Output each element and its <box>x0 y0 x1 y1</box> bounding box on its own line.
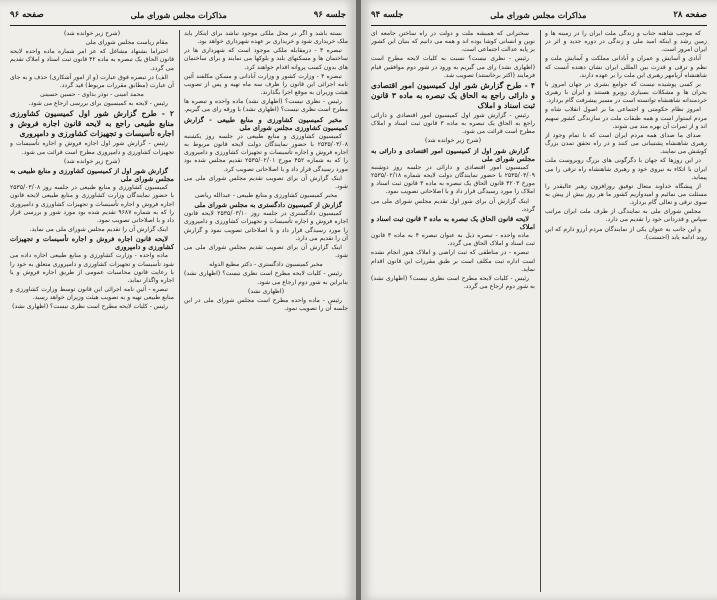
paragraph: مخبر کمیسیون دادگستری - دکتر مطیع الدوله <box>209 261 323 269</box>
left-page-session: جلسه ۹۶ <box>313 10 346 20</box>
paragraph: اینک گزارش آن برای تصویب تقدیم مجلس شورای ملی می شود. <box>184 243 348 260</box>
paragraph: ماده واحده - تبصره ذیل به عنوان تبصره ۴ به ماده ۳ قانون ثبت اسناد و املاک الحاق می گردد. <box>371 232 535 248</box>
paragraph: الف) در تبصره فوق عبارت (و از امور آشکاری) حذف و به جای آن عبارت (مطابق مقررات مربوط) قید گردد. <box>10 73 174 89</box>
right-page-title: مذاکرات مجلس شورای ملی <box>490 10 587 20</box>
paragraph: و این جانب به عنوان یکی از نمایندگان مردم آرزو دارم که این روند ادامه یابد (احسنت). <box>545 225 707 241</box>
paragraph: رئیس - کلیات لایحه مطرح است نظری نیست؟ (اظهاری نشد) بنابراین به شور دوم ارجاع می شود. <box>184 270 348 286</box>
right-page <box>361 0 717 600</box>
right-header-rule <box>371 25 707 26</box>
paragraph: مقام ریاست مجلس شورای ملی <box>85 39 168 47</box>
paragraph: صدای ما صدای همه مردم ایران است که با تمام وجود از رهبری شاهنشاه پشتیبانی می کنند و در راه تحقق تمدن بزرگ کوشش می نمایند. <box>545 131 707 156</box>
left-page-header <box>10 6 346 24</box>
paragraph: رئیس - لایحه به کمیسیون برای بررسی ارجاع می شود. <box>28 100 168 108</box>
left-header-rule <box>10 25 346 26</box>
paragraph: اینک گزارش آن برای تصویب تقدیم مجلس شورای ملی می شود. <box>184 174 348 190</box>
paragraph: تبصره ۴ - وزارت کشور و وزارت آبادانی و مسکن مکلفند آئین نامه اجرائی این قانون را ظرف سه ماه تهیه و پس از تصویب هیئت وزیران به موقع اجرا بگذارند. <box>184 72 348 97</box>
paragraph: لایحه قانون اجاره فروش و اجاره تأسیسات و تجهیزات کشاورزی و دامپروری <box>10 235 174 252</box>
paragraph: از پیشگاه خداوند متعال توفیق روزافزون رهبر عالیقدر را مسئلت می نمائیم و امیدواریم کشور ما هر روز بیش از پیش به سوی ترقی و تعالی گام بردارد. <box>545 182 707 207</box>
paragraph: سخنرانی که همیشه ملت و دولت در راه ساختن جامعه ای نوین و انسانی کوشا بوده اند و همه می دانیم که بنیان این کشور بر پایه عدالت اجتماعی است. <box>371 30 535 54</box>
paragraph: تبصره - در مناطقی که ثبت اراضی و املاک هنوز انجام نشده است اداره ثبت مکلف است بر طبق مقررات این قانون اقدام نماید. <box>371 249 535 273</box>
paragraph: اینک گزارش آن برای شور اول تقدیم مجلس شورای ملی می گردد. <box>371 197 535 213</box>
right-page-number: صفحه ۲۸ <box>673 10 707 20</box>
paragraph: (شرح زیر خوانده شد) <box>425 137 481 145</box>
left-page-column-right <box>184 30 348 594</box>
paragraph: گزارش شور اول از کمیسیون امور اقتصادی و دارائی به مجلس شورای ملی <box>371 146 535 163</box>
paragraph: رئیس - کلیات لایحه مطرح است نظری نیست؟ (اظهاری نشد) به شور دوم ارجاع می گردد. <box>371 274 535 291</box>
paragraph: ماده واحده - وزارت کشاورزی و منابع طبیعی اجازه داده می شود تأسیسات و تجهیزات کشاورزی و دامپروری متعلق به خود را با رعایت قانون محاسبات عمومی از طریق اجاره فروش و یا اجاره واگذار نماید. <box>10 252 174 284</box>
paragraph: (شرح زیر خوانده شد) <box>64 30 120 37</box>
paragraph: مخبر کمیسیون کشاورزی و منابع طبیعی - عبدالله ریاضی <box>194 191 338 199</box>
paragraph: کمیسیون امور اقتصادی و دارائی در جلسه روز دوشنبه ۲۵۳۵/۰۳/۰۹ با حضور نمایندگان دولت لایحه شماره ۲۵۳۵/۰۲/۱۸ مورخ ۴۲۰۳ قانون الحاق یک تبصره به ماده ۳ قانون ثبت اسناد و املاک را مورد رسیدگی قرار داد و با اصلاحاتی تصویب نمود. <box>371 163 535 196</box>
paragraph: محمد امینی - نوذر بداوی - حسین حسینی <box>40 91 144 99</box>
left-column-divider <box>179 30 180 592</box>
section-heading: ۲ - طرح گزارش شور اول کمیسیون کشاورزی منابع طبیعی راجع به لایحه قانون اجاره فروش و اجاره تأسیسات و تجهیزات کشاورزی و دامپروری <box>10 109 174 139</box>
paragraph: در این روزها که جهان با دگرگونی های بزرگ روبروست ملت ایران با اتکاء به نیروی خود و رهبری شاهنشاه راه ترقی را می پیماید. <box>545 157 707 181</box>
paragraph: مجلس شورای ملی به نمایندگی از طرف ملت ایران مراتب سپاس و قدردانی خود را تقدیم می دارد. <box>545 208 707 224</box>
paragraph: بسته باشد و اگر در محل ملکی موجود نباشد برای اینکار باید ملک خریداری شود و خریداری بر عهده شهرداری خواهد بود. <box>184 30 348 46</box>
paragraph: آبادی و آسایش و عمران و آبادانی مملکت و آسایش ملت و نظم و ترقی و قدرت بین المللی ایران نشان دهنده آنست که شاهنشاه آریامهر رهبری این ملت را بر عهده دارند. <box>545 55 707 79</box>
right-column-divider <box>540 30 541 592</box>
right-page-column-right <box>545 30 707 594</box>
paragraph: رئیس - گزارش شور اول اجازه فروش و اجاره تأسیسات و تجهیزات کشاورزی و دامپروری مطرح است قرائت می شود. <box>10 140 174 156</box>
paragraph: رئیس - کلیات لایحه مطرح است نظری نیست؟ (اظهاری نشد) <box>12 303 168 311</box>
paragraph: کمیسیون دادگستری در جلسه روز ۲۵۳۵/۰۳/۱۰ لایحه قانون اجاره فروش و اجاره تأسیسات و تجهیزات کشاورزی و دامپروری را مورد رسیدگی قرار داد و با اصلاحاتی تصویب نمود و گزارش آن را تقدیم می دارد. <box>184 210 348 242</box>
paragraph: احتراما بشنهاد مشاغل که عز امر شماره ماده واحده لایحه قانون الحاق یک تبصره به ماده ۴۲ قانون ثبت اسناد و املاک تقدیم می گردد. <box>10 48 174 72</box>
paragraph: کمیسیون کشاورزی و منابع طبیعی در جلسه روز یکشنبه ۲۵۳۵/۰۳/۰۸ با حضور نمایندگان دولت لایحه قانون مربوط به اجاره فروش و اجاره تأسیسات و تجهیزات کشاورزی و دامپروری را که به شماره ۴۵۲ مورخ ۲۵۳۵/۰۲/۰۱ تقدیم مجلس شده بود مورد رسیدگی قرار داد و با اصلاحاتی تصویب کرد. <box>184 132 348 173</box>
section-heading: ۴ - طرح گزارش شور اول کمیسیون امور اقتصادی و دارائی راجع به الحاق یک تبصره به ماده ۳ قانون ثبت اسناد و املاک <box>371 80 535 110</box>
paragraph: رئیس - نظری نیست؟ (اظهاری نشد) ماده واحده و تبصره ها مطرح است نظری نیست؟ (اظهاری نشد) با ورقه رای می گیریم. <box>184 98 348 114</box>
paragraph: که موجب شاهنه جناب و زندگی ملت ایران را در زمینه ها و زمین رشد و اینکه امید ملی و زندگی در دوره جدید و اثر در ایران امروز است. <box>545 30 707 54</box>
right-page-header <box>371 6 707 24</box>
left-page-column-left <box>10 30 174 594</box>
paragraph: کمیسیون کشاورزی و منابع طبیعی در جلسه روز ۲۵۳۵/۰۳/۰۸ با حضور نمایندگان وزارت کشاورزی و منابع طبیعی لایحه قانون اجاره فروش و اجاره تأسیسات و تجهیزات کشاورزی و دامپروری را که به شماره ۹۶۸۷ تقدیم شده بود مورد شور و بررسی قرار داد و با اصلاحاتی تصویب نمود. <box>10 184 174 224</box>
right-page-column-left <box>371 30 535 594</box>
paragraph: (شرح زیر خوانده شد) <box>64 157 120 165</box>
paragraph: تبصره ۳ - درمقابله ملکی موجود است که شهرداری ها در ساختمان ها و مسکنهای بلند و بلوکها می نمایند و برای ساختمان های بدون کسب پروانه اقدام خواهند کرد. <box>184 47 348 71</box>
paragraph: گزارش از کمیسیون دادگستری به مجلس شورای ملی <box>194 201 342 210</box>
paragraph: تبصره - آئین نامه اجرائی این قانون توسط وزارت کشاورزی و منابع طبیعی تهیه و به تصویب هیئت وزیران خواهد رسید. <box>10 286 174 302</box>
paragraph: رئیس - ماده واحده مطرح است مجلس شورای ملی در این جلسه آن را تصویب نمود. <box>184 296 348 312</box>
paragraph: رئیس - نظری نیست؟ نسبت به کلیات لایحه مطرح است (اظهاری نشد) رای می گیریم به ورود در شور دوم موافقین قیام فرمایند (اکثر برخاستند) تصویب شد. <box>371 55 535 79</box>
left-page-number: صفحه ۹۶ <box>10 10 44 20</box>
paragraph: اینک گزارش آن را تقدیم مجلس شورای ملی می نماید. <box>29 225 168 233</box>
left-page-title: مذاکرات مجلس شورای ملی <box>130 10 227 20</box>
paragraph: رئیس - گزارش شور اول کمیسیون امور اقتصادی و دارائی راجع به الحاق یک تبصره به ماده ۳ قانون ثبت اسناد و املاک مطرح است قرائت می شود. <box>371 111 535 136</box>
paragraph: گزارش شور اول از کمیسیون کشاورزی و منابع طبیعی به مجلس شورای ملی <box>10 166 174 184</box>
paragraph: (اظهاری نشد) <box>248 287 284 295</box>
left-page <box>0 0 356 600</box>
paragraph: مخبر کمیسیون کشاورزی و منابع طبیعی - گزارش کمیسیون کشاورزی مجلس شورای ملی <box>184 115 348 132</box>
right-page-session: جلسه ۹۴ <box>371 10 404 20</box>
paragraph: امروز نظام حکومتی و اجتماعی ما بر اصول انقلاب شاه و مردم استوار است و همه طبقات ملت در سازندگی کشور سهیم اند و از ثمرات آن بهره مند می شوند. <box>545 106 707 130</box>
paragraph: بر کسی پوشیده نیست که جوامع بشری در جهان امروز با بحران ها و مشکلات بسیاری روبرو هستند و ایران با رهبری خردمندانه شاهنشاه توانسته است در مسیر پیشرفت گام بردارد. <box>545 80 707 105</box>
paragraph: لایحه قانون الحاق یک تبصره به ماده ۳ قانون ثبت اسناد و املاک <box>371 214 535 231</box>
